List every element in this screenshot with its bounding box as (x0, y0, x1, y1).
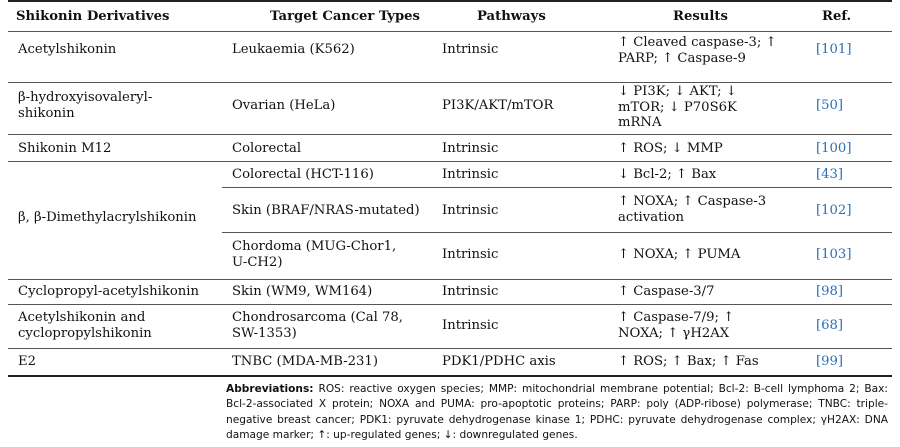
cell-result: ↑ ROS; ↑ Bax; ↑ Fas (618, 354, 759, 369)
row-divider (8, 348, 892, 349)
cell-pathway: Intrinsic (442, 141, 499, 156)
cell-ref-link[interactable]: [103] (816, 247, 852, 262)
row-divider (8, 279, 892, 280)
cell-ref-link[interactable]: [99] (816, 354, 844, 369)
cell-pathway: Intrinsic (442, 167, 499, 182)
cell-cancer: Leukaemia (K562) (232, 42, 355, 57)
cell-pathway: PI3K/AKT/mTOR (442, 98, 554, 113)
row-divider (8, 161, 892, 162)
cell-pathway: Intrinsic (442, 284, 499, 299)
cell-pathway: Intrinsic (442, 42, 499, 57)
header-cancer-types: Target Cancer Types (270, 9, 420, 24)
cell-ref-link[interactable]: [43] (816, 167, 844, 182)
cell-derivative: Shikonin M12 (18, 141, 112, 156)
cell-derivative: Acetylshikonin (18, 42, 117, 57)
cell-derivative: E2 (18, 354, 37, 369)
cell-ref-link[interactable]: [68] (816, 318, 844, 333)
header-pathways: Pathways (477, 9, 546, 24)
row-divider (8, 304, 892, 305)
bottom-rule (8, 375, 892, 377)
cell-result: ↓ PI3K; ↓ AKT; ↓ mTOR; ↓ P70S6K mRNA (618, 84, 737, 130)
cell-ref-link[interactable]: [98] (816, 284, 844, 299)
cell-pathway: Intrinsic (442, 203, 499, 218)
cell-cancer: Colorectal (HCT-116) (232, 167, 374, 182)
header-rule (8, 31, 892, 32)
abbreviations-label: Abbreviations: (226, 383, 314, 395)
cell-cancer: Skin (WM9, WM164) (232, 284, 373, 299)
cell-cancer: Chordoma (MUG-Chor1, U-CH2) (232, 239, 397, 270)
cell-ref-link[interactable]: [101] (816, 42, 852, 57)
top-rule (8, 0, 892, 2)
cell-cancer: Colorectal (232, 141, 302, 156)
cell-ref-link[interactable]: [102] (816, 203, 852, 218)
cell-cancer: Skin (BRAF/NRAS-mutated) (232, 203, 420, 218)
cell-cancer: Ovarian (HeLa) (232, 98, 336, 113)
abbreviations-footnote (226, 382, 888, 444)
row-divider (222, 232, 892, 233)
cell-derivative: Acetylshikonin and cyclopropylshikonin (18, 310, 152, 341)
cell-pathway: Intrinsic (442, 318, 499, 333)
header-ref: Ref. (822, 9, 852, 24)
header-derivatives: Shikonin Derivatives (16, 9, 170, 24)
cell-derivative: β, β-Dimethylacrylshikonin (18, 210, 197, 225)
cell-pathway: Intrinsic (442, 247, 499, 262)
row-divider (8, 134, 892, 135)
cell-cancer: Chondrosarcoma (Cal 78, SW-1353) (232, 310, 403, 341)
cell-ref-link[interactable]: [100] (816, 141, 852, 156)
row-divider (222, 187, 892, 188)
cell-result: ↓ Bcl-2; ↑ Bax (618, 167, 717, 182)
cell-result: ↑ NOXA; ↑ Caspase-3 activation (618, 194, 767, 225)
row-divider (8, 82, 892, 83)
cell-derivative: β-hydroxyisovaleryl- shikonin (18, 90, 153, 121)
cell-result: ↑ Caspase-7/9; ↑ NOXA; ↑ γH2AX (618, 310, 735, 341)
abbreviations-text: ROS: reactive oxygen species; MMP: mitochondrial membrane potential; Bcl-2: B-cell lymphoma 2; Bax: Bcl-2-associated X protein; NOXA and PUMA: pro-apoptotic proteins; PARP: poly (ADP-ribose) polymerase; TNBC: triple-negative breast cancer; PDK1: pyruvate dehydrogenase kinase 1; PDHC: pyruvate dehydrogenase complex; γH2AX: DNA damage marker; ↑: up-regulated genes; ↓: downregulated genes. (226, 383, 889, 442)
cell-result: ↑ NOXA; ↑ PUMA (618, 247, 741, 262)
cell-ref-link[interactable]: [50] (816, 98, 844, 113)
cell-result: ↑ Caspase-3/7 (618, 284, 715, 299)
cell-result: ↑ ROS; ↓ MMP (618, 141, 723, 156)
cell-result: ↑ Cleaved caspase-3; ↑ PARP; ↑ Caspase-9 (618, 35, 777, 66)
cell-derivative: Cyclopropyl-acetylshikonin (18, 284, 199, 299)
cell-pathway: PDK1/PDHC axis (442, 354, 556, 369)
cell-cancer: TNBC (MDA-MB-231) (232, 354, 378, 369)
header-results: Results (673, 9, 728, 24)
